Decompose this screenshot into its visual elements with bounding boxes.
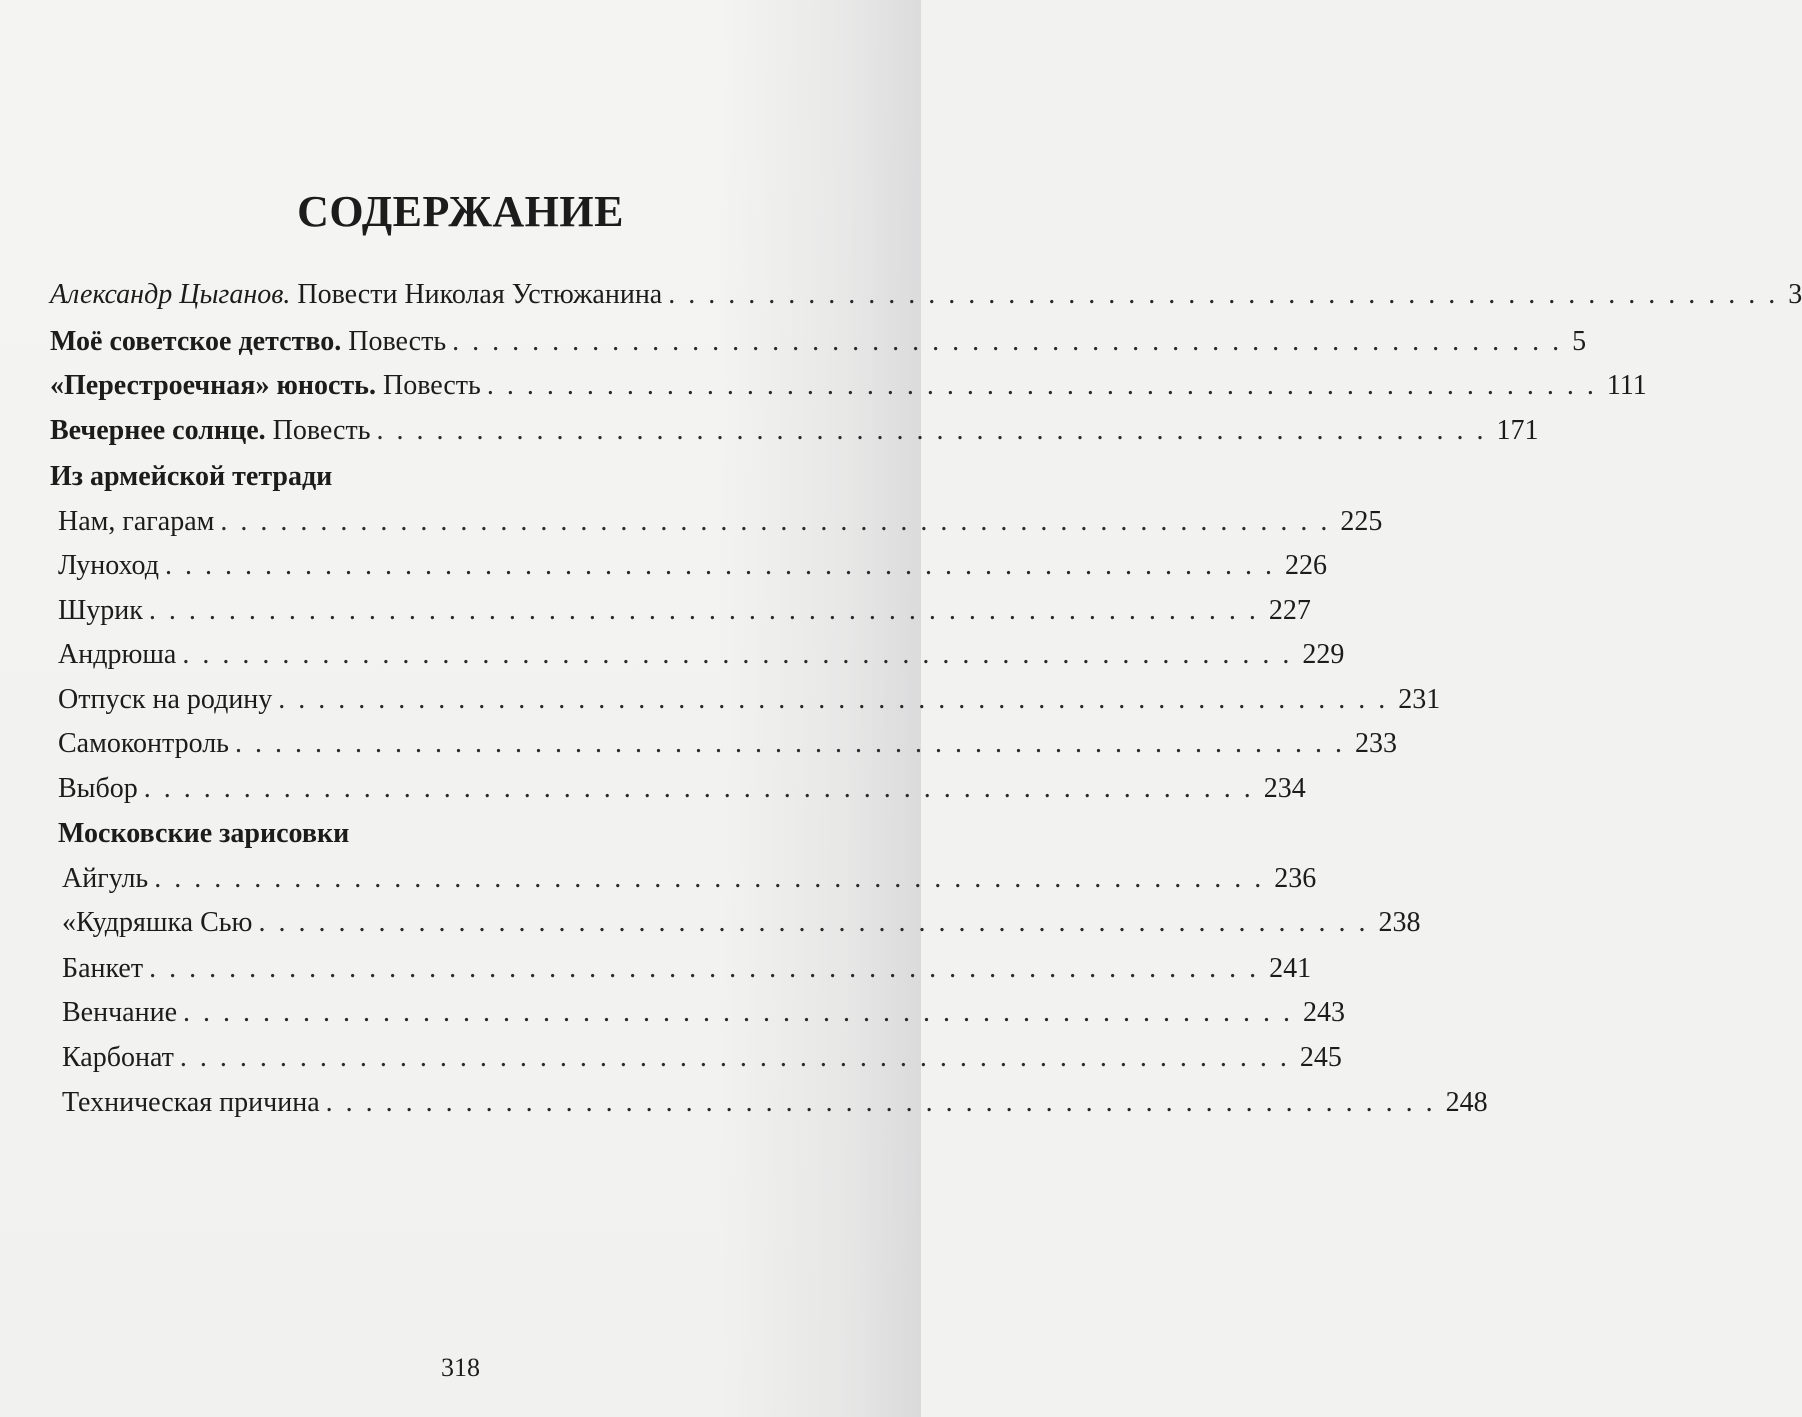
entry-page: 225 [1340, 506, 1383, 537]
toc-entry[interactable] [62, 952, 1312, 986]
entry-page: 238 [1378, 907, 1421, 938]
toc-entry[interactable] [62, 862, 1317, 896]
entry-page: 236 [1274, 863, 1317, 894]
page-number: 318 [441, 1353, 480, 1382]
toc-entry[interactable] [58, 505, 1383, 539]
toc-entry[interactable] [50, 278, 1802, 312]
entry-title: Нам, гагарам [58, 506, 215, 537]
entry-title: Самоконтроль [58, 728, 229, 759]
toc-entry[interactable] [62, 1086, 1488, 1120]
entry-page: 243 [1303, 997, 1345, 1028]
toc-entry[interactable] [62, 996, 1345, 1030]
entry-author: Александр Цыганов. [50, 279, 291, 310]
toc-entry[interactable] [58, 683, 1441, 717]
section-heading: Московские зарисовки [58, 818, 350, 849]
entry-title-bold: Моё советское детство. [50, 326, 342, 357]
entry-title: Выбор [58, 773, 138, 804]
entry-page: 241 [1269, 953, 1312, 984]
entry-page: 245 [1299, 1042, 1342, 1073]
entry-title: Луноход [58, 550, 159, 581]
toc-entry[interactable] [50, 414, 1539, 448]
entry-page: 111 [1606, 370, 1647, 401]
entry-title: Венчание [62, 997, 177, 1028]
entry-title: Андрюша [58, 639, 177, 670]
entry-page: 234 [1263, 773, 1306, 804]
leader-dots: ........................................................ [325, 1087, 1446, 1118]
entry-title-bold: Вечернее солнце. [50, 415, 266, 446]
entry-title: Айгуль [62, 863, 149, 894]
toc-entry[interactable] [58, 594, 1311, 628]
leader-dots: ........................................................ [149, 953, 1270, 984]
entry-page: 229 [1302, 639, 1345, 670]
entry-page: 227 [1268, 595, 1311, 626]
leader-dots: ........................................................ [668, 279, 1789, 310]
leader-dots: ........................................................ [182, 639, 1303, 670]
entry-page: 231 [1398, 684, 1441, 715]
leader-dots: ........................................................ [376, 415, 1497, 446]
entry-title-bold: «Перестроечная» юность. [50, 370, 376, 401]
toc-entry[interactable] [50, 369, 1647, 403]
toc-entry[interactable] [62, 906, 1421, 940]
leader-dots: ........................................................ [234, 728, 1355, 759]
entry-page: 171 [1496, 415, 1539, 446]
leader-dots: ........................................................ [143, 773, 1264, 804]
section-heading: Из армейской тетради [50, 461, 333, 492]
entry-title: Шурик [58, 595, 143, 626]
entry-title: Банкет [62, 953, 144, 984]
leader-dots: ........................................................ [179, 1042, 1300, 1073]
entry-page: 226 [1284, 550, 1327, 581]
leader-dots: ........................................................ [148, 595, 1269, 626]
entry-title: Техническая причина [62, 1087, 320, 1118]
entry-title: Отпуск на родину [58, 684, 273, 715]
toc-entry[interactable] [58, 727, 1397, 761]
entry-page: 233 [1354, 728, 1397, 759]
leader-dots: ........................................................ [258, 907, 1379, 938]
page-title: СОДЕРЖАНИЕ [297, 187, 624, 236]
leader-dots: ........................................................ [154, 863, 1275, 894]
entry-page: 248 [1445, 1087, 1488, 1118]
toc-entry[interactable] [62, 1041, 1342, 1075]
toc-entry[interactable] [58, 772, 1306, 806]
leader-dots: ........................................................ [486, 370, 1607, 401]
entry-title: Повесть [341, 326, 447, 357]
toc-entry[interactable] [58, 638, 1345, 672]
entry-page: 5 [1572, 326, 1587, 357]
leader-dots: ........................................................ [452, 326, 1573, 357]
leader-dots: ........................................................ [164, 550, 1285, 581]
entry-page: 3 [1788, 279, 1802, 310]
entry-title: Повесть [265, 415, 371, 446]
entry-title: Карбонат [62, 1042, 174, 1073]
toc-entry[interactable] [50, 325, 1587, 359]
entry-title: Повести Николая Устюжанина [290, 279, 663, 310]
leader-dots: ........................................................ [278, 684, 1399, 715]
leader-dots: ........................................................ [183, 997, 1303, 1028]
entry-title: Повесть [375, 370, 481, 401]
entry-title: «Кудряшка Сью [62, 907, 253, 938]
toc-entry[interactable] [58, 549, 1327, 583]
leader-dots: ........................................................ [220, 506, 1341, 537]
